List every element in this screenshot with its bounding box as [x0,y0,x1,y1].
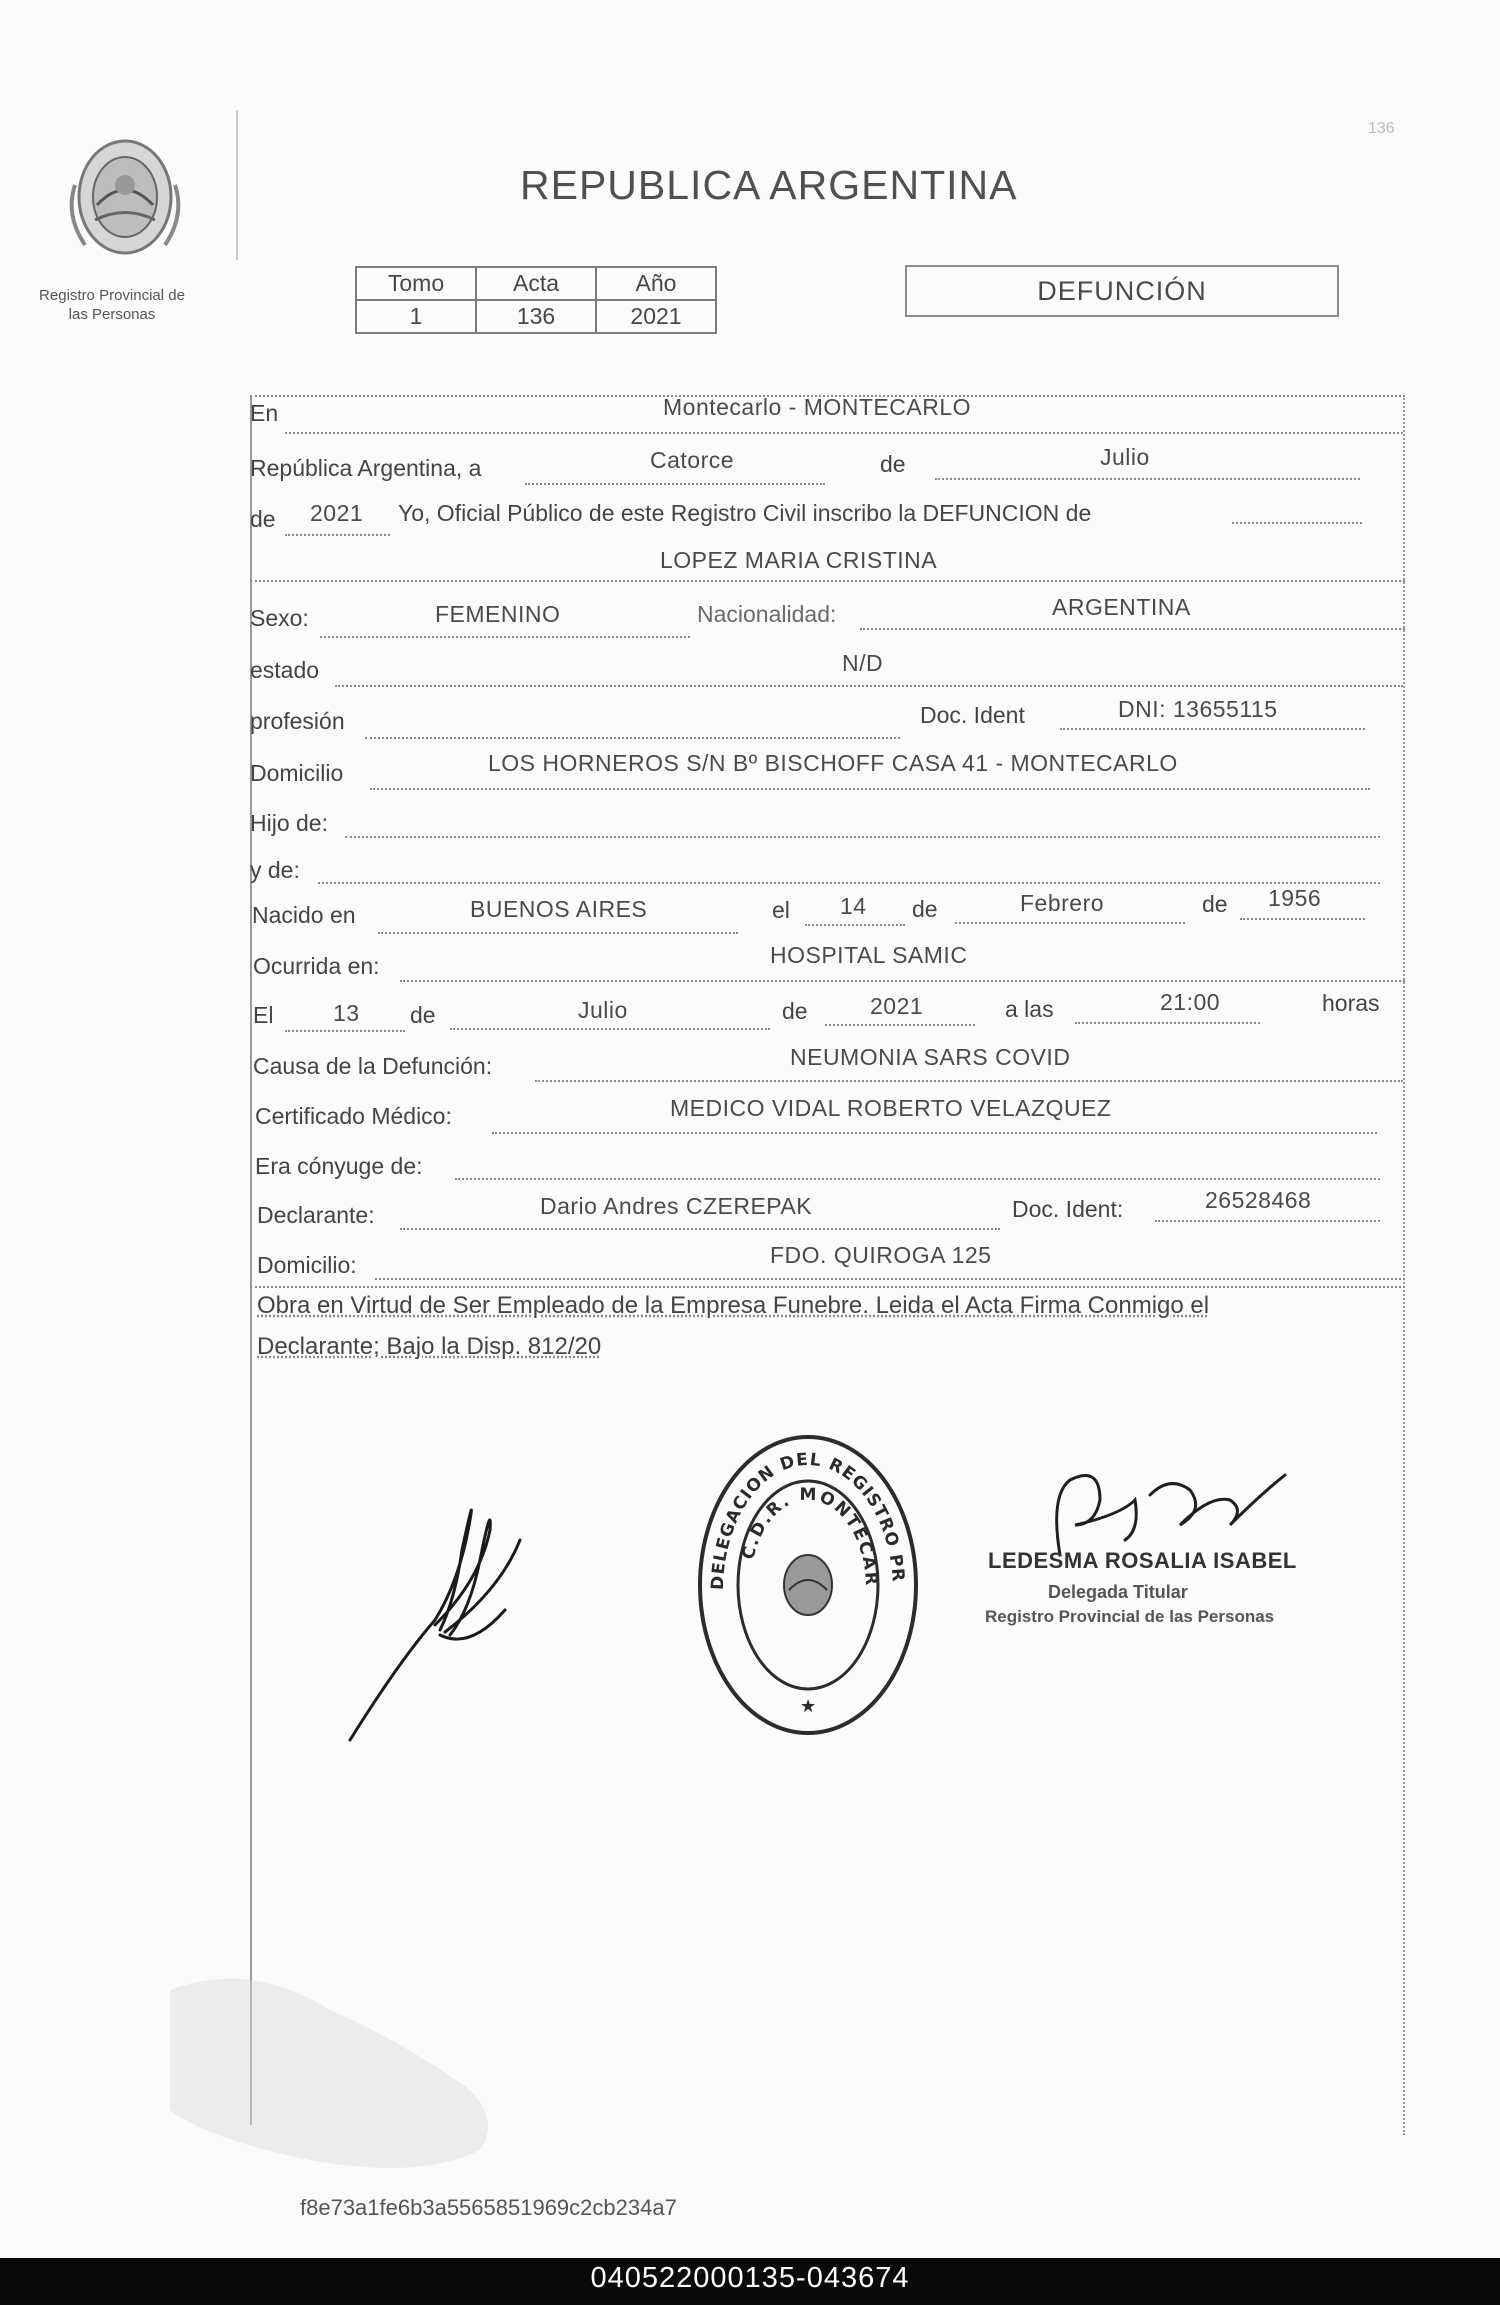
day-line [525,483,825,485]
birth-day: 14 [840,893,867,919]
doc-ident-line [1060,728,1365,730]
right-margin-line [1403,395,1405,2135]
declarant-signature [340,1460,540,1750]
month-value: Julio [1100,444,1150,470]
occurred-label: Ocurrida en: [253,953,380,979]
stamp-outer-text: DELEGACION DEL REGISTRO PR [707,1449,908,1591]
birth-year: 1956 [1268,885,1322,911]
scan-noise [170,1950,570,2190]
sex-line [320,636,690,638]
year-prefix-label: de [250,506,276,532]
at-label: a las [1005,996,1054,1022]
birth-de-label: de [912,896,938,922]
death-time-line [1075,1022,1260,1024]
inscription-text: Yo, Oficial Público de este Registro Civil inscribo la DEFUNCION de [398,500,1092,526]
occurred-value: HOSPITAL SAMIC [770,942,968,968]
death-year: 2021 [870,993,924,1019]
nationality-line [860,628,1405,630]
doc-ident-value: DNI: 13655115 [1118,696,1278,722]
birth-year-line [1240,918,1365,920]
year-line [285,534,390,536]
spouse-line [455,1178,1380,1180]
declarant-line [400,1228,1000,1230]
and-of-label: y de: [250,857,300,883]
ref-header-tomo: Tomo [356,267,476,300]
nationality-value: ARGENTINA [1052,594,1191,620]
cause-label: Causa de la Defunción: [253,1053,493,1079]
ref-header-acta: Acta [476,267,596,300]
death-day-line [285,1030,405,1032]
declarant-doc-value: 26528468 [1205,1187,1312,1213]
doc-ident-label: Doc. Ident [920,702,1025,728]
notes-top-rule [250,1286,1405,1288]
country-title: REPUBLICA ARGENTINA [520,162,1018,208]
barcode-number: 040522000135-043674 [590,2262,910,2294]
day-value: Catorce [650,447,735,473]
address-line [370,788,1370,790]
inscription-line [1232,522,1362,524]
birth-month: Febrero [1020,890,1105,916]
year-value: 2021 [310,500,364,526]
profession-label: profesión [250,708,345,734]
nationality-label: Nacionalidad: [697,601,837,627]
and-of-line [318,882,1380,884]
birth-de2-label: de [1202,891,1228,917]
declarant-label: Declarante: [257,1202,375,1228]
header-divider [236,110,238,260]
certificate-line [492,1132,1377,1134]
death-de2-label: de [782,998,808,1024]
death-year-line [825,1024,975,1026]
profession-line [365,737,900,739]
certificate-value: MEDICO VIDAL ROBERTO VELAZQUEZ [670,1095,1112,1121]
svg-text:★: ★ [800,1696,817,1717]
registrar-name: LEDESMA ROSALIA ISABEL [988,1548,1297,1573]
place-line [285,432,1403,434]
notes-line2: Declarante; Bajo la Disp. 812/20 [257,1333,602,1360]
civil-status-label: estado [250,657,320,683]
sex-value: FEMENINO [435,601,561,627]
declarant-address-label: Domicilio: [257,1252,357,1278]
declarant-address-line [375,1278,1405,1280]
stamp-inner-text: C.D.R. MONTECAR [738,1484,882,1588]
de-label: de [880,451,906,477]
place-label: En [250,400,279,426]
ref-value-tomo: 1 [356,300,476,333]
certificate-label: Certificado Médico: [255,1103,452,1129]
spouse-label: Era cónyuge de: [255,1153,423,1179]
ref-value-anio: 2021 [596,300,716,333]
death-day: 13 [333,1000,360,1026]
month-line [935,478,1360,480]
cause-line [535,1080,1403,1082]
child-of-line [345,836,1380,838]
death-month-line [450,1028,770,1030]
born-in-label: Nacido en [252,902,356,928]
death-time: 21:00 [1160,989,1221,1015]
notes-line1: Obra en Virtud de Ser Empleado de la Empresa Funebre. Leida el Acta Firma Conmigo el [257,1292,1210,1319]
registry-stamp [688,1420,928,1740]
born-in-value: BUENOS AIRES [470,896,648,922]
civil-status-value: N/D [842,650,884,676]
provincial-seal [55,125,195,275]
civil-status-line [335,685,1403,687]
death-de-label: de [410,1002,436,1028]
cause-value: NEUMONIA SARS COVID [790,1044,1071,1070]
left-margin-line [250,395,252,2125]
death-month: Julio [578,997,628,1023]
page-marker: 136 [1368,120,1395,137]
birth-month-line [955,922,1185,924]
birth-el-label: el [772,897,790,923]
birth-day-line [805,924,905,926]
document-hash: f8e73a1fe6b3a5565851969c2cb234a7 [300,2195,677,2220]
address-value: LOS HORNEROS S/N Bº BISCHOFF CASA 41 - MONTECARLO [488,750,1178,776]
child-of-label: Hijo de: [250,810,328,836]
reference-table [355,266,717,334]
declarant-address-value: FDO. QUIROGA 125 [770,1242,992,1268]
occurred-line [400,980,1405,982]
declarant-value: Dario Andres CZEREPAK [540,1193,813,1219]
born-in-line [378,932,738,934]
hours-label: horas [1322,990,1380,1016]
sex-label: Sexo: [250,605,309,631]
ref-header-anio: Año [596,267,716,300]
declarant-doc-line [1155,1220,1380,1222]
death-el-label: El [253,1002,274,1028]
republic-label: República Argentina, a [250,455,482,481]
registrar-office: Registro Provincial de las Personas [985,1607,1275,1626]
document-type: DEFUNCIÓN [1037,276,1207,306]
registry-name-line2: las Personas [68,306,156,323]
registry-name-line1: Registro Provincial de [39,287,185,304]
deceased-name: LOPEZ MARIA CRISTINA [660,547,938,573]
name-line [250,580,1405,582]
registrar-title: Delegada Titular [1048,1582,1188,1602]
declarant-doc-label: Doc. Ident: [1012,1196,1124,1222]
place-value: Montecarlo - MONTECARLO [663,394,972,420]
address-label: Domicilio [250,760,344,786]
ref-value-acta: 136 [476,300,596,333]
